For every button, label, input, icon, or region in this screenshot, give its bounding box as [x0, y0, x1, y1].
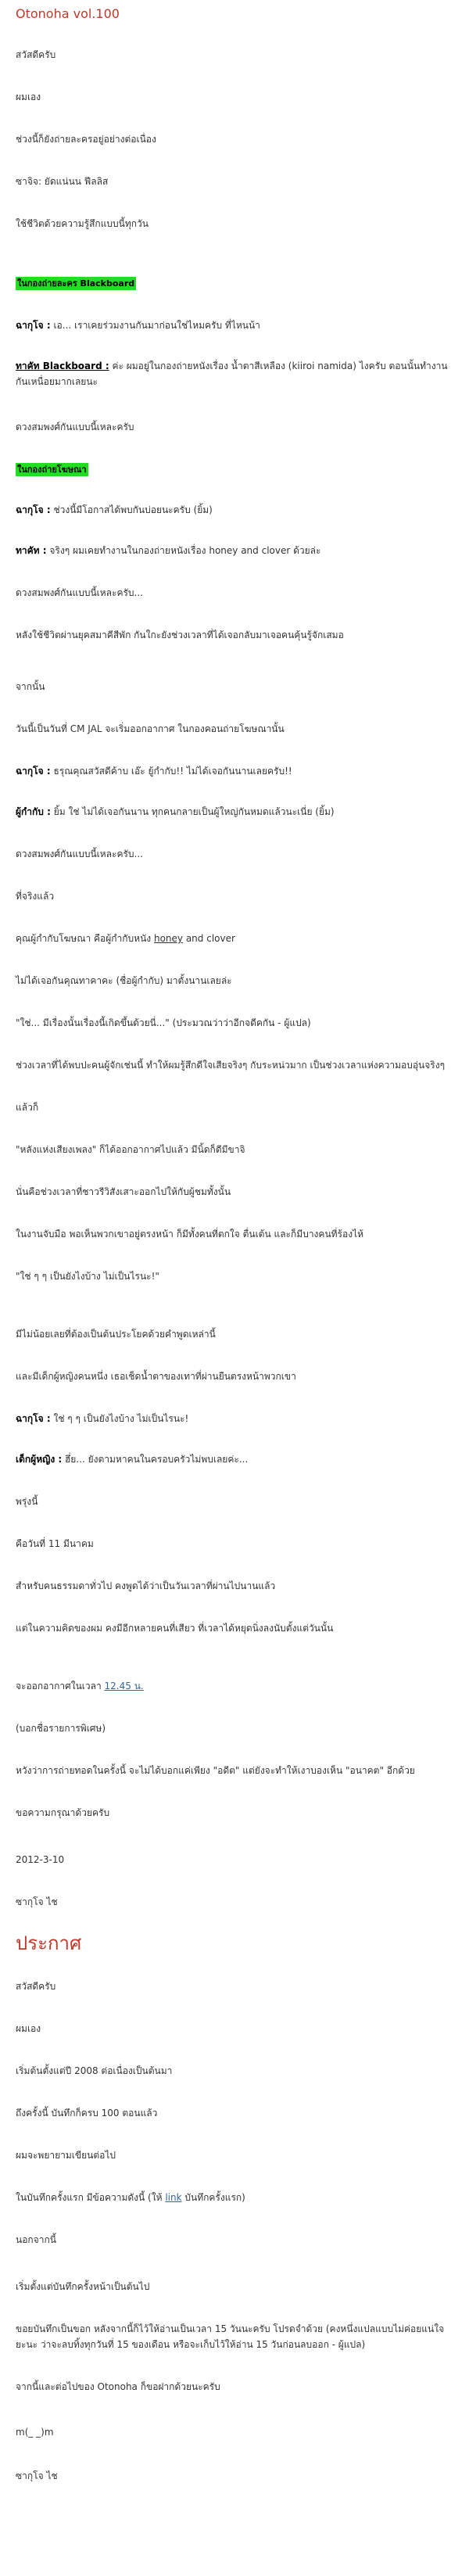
- dialogue-line: [16, 543, 453, 558]
- speaker: เด็กผู้หญิง :: [16, 1454, 63, 1465]
- paragraph: แต่ในความคิดของผม คงมีอีกหลายคนที่เสียว ที่เวลาได้หยุดนิ่งลงนับตั้งแต่วันนั้น: [16, 1623, 334, 1634]
- dialogue-line: [16, 1451, 453, 1467]
- dialogue-text: ใช่ ๆ ๆ เป็นยังไงบ้าง ไม่เป็นไรนะ!: [50, 1413, 189, 1424]
- signature: ซากุโจ ไช: [16, 1896, 58, 1907]
- post-title: Otonoha vol.100: [16, 6, 120, 21]
- paragraph: ดวงสมพงศ์กันแบบนี้เหละครับ: [16, 422, 134, 432]
- paragraph: วันนี้เป็นวันที่ CM JAL จะเริ่มออกอากาศ ในกองคอนถ่ายโฆษณานั้น: [16, 723, 285, 734]
- paragraph: เริ่มต้นตั้งแต่ปี 2008 ต่อเนื่องเป็นต้นมา: [16, 2065, 173, 2076]
- paragraph: ผมจะพยายามเขียนต่อไป: [16, 2150, 116, 2161]
- dialogue-line: [16, 358, 453, 389]
- paragraph: และมีเด็กผู้หญิงคนหนึ่ง เธอเช็ดน้ำตาของเทาที่ผ่านยืนตรงหน้าพวกเขา: [16, 1371, 296, 1382]
- paragraph: คือวันที่ 11 มีนาคม: [16, 1538, 94, 1549]
- text: จะออกอากาศในเวลา: [16, 1681, 105, 1692]
- paragraph: นั่นคือช่วงเวลาที่ชาวรีวิสังเสาะออกไปให้กับผู้ชมทั้งนั้น: [16, 1186, 231, 1197]
- text: and clover: [183, 933, 235, 944]
- highlight-label: ในกองถ่ายละคร Blackboard: [17, 278, 135, 289]
- text: บันทึกครั้งแรก): [181, 2192, 245, 2203]
- dialogue-line: [16, 502, 453, 518]
- speaker: ทาคัท :: [16, 545, 47, 556]
- paragraph: "ใช่ ๆ ๆ เป็นยังไงบ้าง ไม่เป็นไรนะ!": [16, 1271, 159, 1282]
- paragraph: จากนั้น: [16, 681, 45, 692]
- paragraph: ผมเอง: [16, 2023, 41, 2034]
- paragraph: ช่วงเวลาที่ได้พบปะคนผู้จักเช่นนี้ ทำให้ผมรู้สึกดีใจเสียจริงๆ กับระหน่วมาก เป็นช่วงเวลาแห่งความอบอุ่นจริงๆ: [16, 1060, 446, 1071]
- paragraph: ในงานจับมือ พอเห็นพวกเขาอยู่ตรงหน้า ก็มีทั้งคนที่ตกใจ ตื่นเต้น และก็มีบางคนที่ร้องไห้: [16, 1229, 364, 1240]
- dialogue-text: ค่ะ ผมอยู่ในกองถ่ายหนังเรื่อง น้ำตาสีเหลือง (kiiroi namida) ไงครับ ตอนนั้นทำงานกันเหนื่อยมากเลยนะ: [16, 361, 448, 387]
- text: คุณผู้กำกับโฆษณา คือผู้กำกับหนัง: [16, 933, 154, 944]
- speaker: ฉากุโจ :: [16, 1413, 51, 1424]
- dialogue-line: [16, 804, 453, 820]
- section-label: [16, 461, 453, 478]
- paragraph: "ใช่... มีเรื่องนั้นเรื่องนี้เกิดขึ้นด้วยนี่..." (ประมวณว่าว่าอีกจดีคกัน - ผู้แปล): [16, 1017, 311, 1028]
- post-date: 2012-3-10: [16, 1854, 65, 1865]
- paragraph: "หลังแห่งเสียงเพลง" ก็ได้ออกอากาศไปแล้ว มีนิ้ดก็ดีมีขาจิ: [16, 1144, 245, 1155]
- dialogue-text: ยิ้ม ใช่ ไม่ได้เจอกันนาน ทุกคนกลายเป็นผู้ใหญ่กันหมดแล้วนะเนี่ย (ยิ้ม): [50, 806, 335, 817]
- paragraph: ขอความกรุณาด้วยครับ: [16, 1807, 110, 1818]
- paragraph: หวังว่าการถ่ายทอดในครั้งนี้ จะไม่ได้บอกแค่เพียง "อดีต" แต่ยังจะทำให้เงาบองเห็น "อนาคต" อีกด้วย: [16, 1765, 415, 1776]
- dialogue-text: จริงๆ ผมเคยทำงานในกองถ่ายหนังเรื่อง honey and clover ด้วยล่ะ: [46, 545, 321, 556]
- announcement-heading: ประกาศ: [16, 1932, 82, 1954]
- paragraph: แล้วก็: [16, 1102, 39, 1113]
- paragraph: [16, 1678, 453, 1694]
- paragraph: [16, 931, 453, 946]
- paragraph: หลังใช้ชีวิตผ่านยุคสมาคีสีพัก กันใกะยังช่วงเวลาที่ได้เจอกลับมาเจอคนคุ้นรู้จักเสมอ: [16, 630, 344, 640]
- speaker: ทาคัท Blackboard :: [16, 361, 109, 371]
- paragraph: ผมเอง: [16, 91, 41, 102]
- signature: ซากุโจ ไช: [16, 2470, 58, 2481]
- greeting: สวัสดีครับ: [16, 49, 56, 60]
- paragraph: จากนี้และต่อไปของ Otonoha ก็ขอฝากด้วยนะครับ: [16, 2381, 220, 2392]
- paragraph: ดวงสมพงศ์กันแบบนี้เหละครับ...: [16, 587, 143, 598]
- paragraph: (บอกชื่อรายการพิเศษ): [16, 1723, 106, 1734]
- paragraph: สวัสดีครับ: [16, 1981, 56, 1992]
- paragraph: มีไม่น้อยเลยที่ต้องเป็นต้นประโยคด้วยคำพูดเหล่านี้: [16, 1329, 216, 1340]
- dialogue-text: ฮึ่ย... ยังตามหาคนในครอบครัวไม่พบเลยค่ะ...: [62, 1454, 249, 1465]
- paragraph: ซาจิจ: ยัดแน่นน ฟีลลิส: [16, 176, 109, 187]
- dialogue-line: [16, 318, 453, 333]
- paragraph: [16, 2190, 453, 2205]
- underlined-text: honey: [153, 933, 184, 944]
- paragraph: ช่วงนี้ก็ยังถ่ายละครอยู่อย่างต่อเนื่อง: [16, 134, 156, 145]
- paragraph: พรุ่งนี้: [16, 1496, 38, 1507]
- paragraph: นอกจากนี้: [16, 2234, 56, 2245]
- paragraph: ไม่ได้เจอกันคุณทาคาคะ (ชื่อผู้กำกับ) มาตั้งนานเลยล่ะ: [16, 975, 232, 986]
- speaker: ฉากุโจ :: [16, 320, 51, 331]
- section-label: [16, 275, 453, 292]
- paragraph: m(_ _)m: [16, 2427, 54, 2438]
- speaker: ผู้กำกับ :: [16, 806, 51, 817]
- paragraph: ที่จริงแล้ว: [16, 891, 55, 902]
- paragraph: สำหรับคนธรรมดาทั่วไป คงพูดได้ว่าเป็นวันเวลาที่ผ่านไปนานแล้ว: [16, 1580, 276, 1591]
- speaker: ฉากุโจ :: [16, 766, 51, 777]
- paragraph: ใช้ชีวิตด้วยความรู้สึกแบบนี้ทุกวัน: [16, 218, 149, 229]
- dialogue-text: เอ... เราเคยร่วมงานกันมาก่อนใช่ไหมครับ ที่ไหนน้า: [50, 320, 260, 331]
- speaker: ฉากุโจ :: [16, 504, 51, 515]
- paragraph: ถึงครั้งนี้ บันทึกก็ครบ 100 ตอนแล้ว: [16, 2108, 158, 2119]
- paragraph: ขอยบันทึกเป็นขอก หลังจากนี้ก็ไว้ให้อ่านเป็นเวลา 15 วันนะครับ โปรดจำด้วย (คงหนึ่งแปลแบบไม่ค่อยแน่ใจ ยะนะ ว่าจะลบทิ้งทุกวันที่ 15 ของเดือน หรือจะเก็บไว้ให้อ่าน 15 วันก่อนลบออก - ผู้แปล): [16, 2323, 445, 2350]
- text: ในบันทึกครั้งแรก มีข้อความดังนี้ (ให้: [16, 2192, 166, 2203]
- dialogue-line: [16, 763, 453, 779]
- dialogue-text: ธรุณคุณสวัสดีค้าบ เอ๊ะ ยู้กำกับ!! ไม่ได้เจอกันนานเลยครับ!!: [50, 766, 292, 777]
- time-link[interactable]: 12.45 น.: [104, 1681, 144, 1692]
- paragraph: เริ่มตั้งแต่บันทึกครั้งหน้าเป็นต้นไป: [16, 2281, 150, 2292]
- first-entry-link[interactable]: link: [165, 2192, 182, 2203]
- dialogue-line: [16, 1411, 453, 1426]
- dialogue-text: ช่วงนี้มีโอกาสได้พบกันบ่อยนะครับ (ยิ้ม): [50, 504, 213, 515]
- paragraph: ดวงสมพงศ์กันแบบนี้เหละครับ...: [16, 849, 143, 859]
- highlight-label: ในกองถ่ายโฆษณา: [17, 465, 87, 475]
